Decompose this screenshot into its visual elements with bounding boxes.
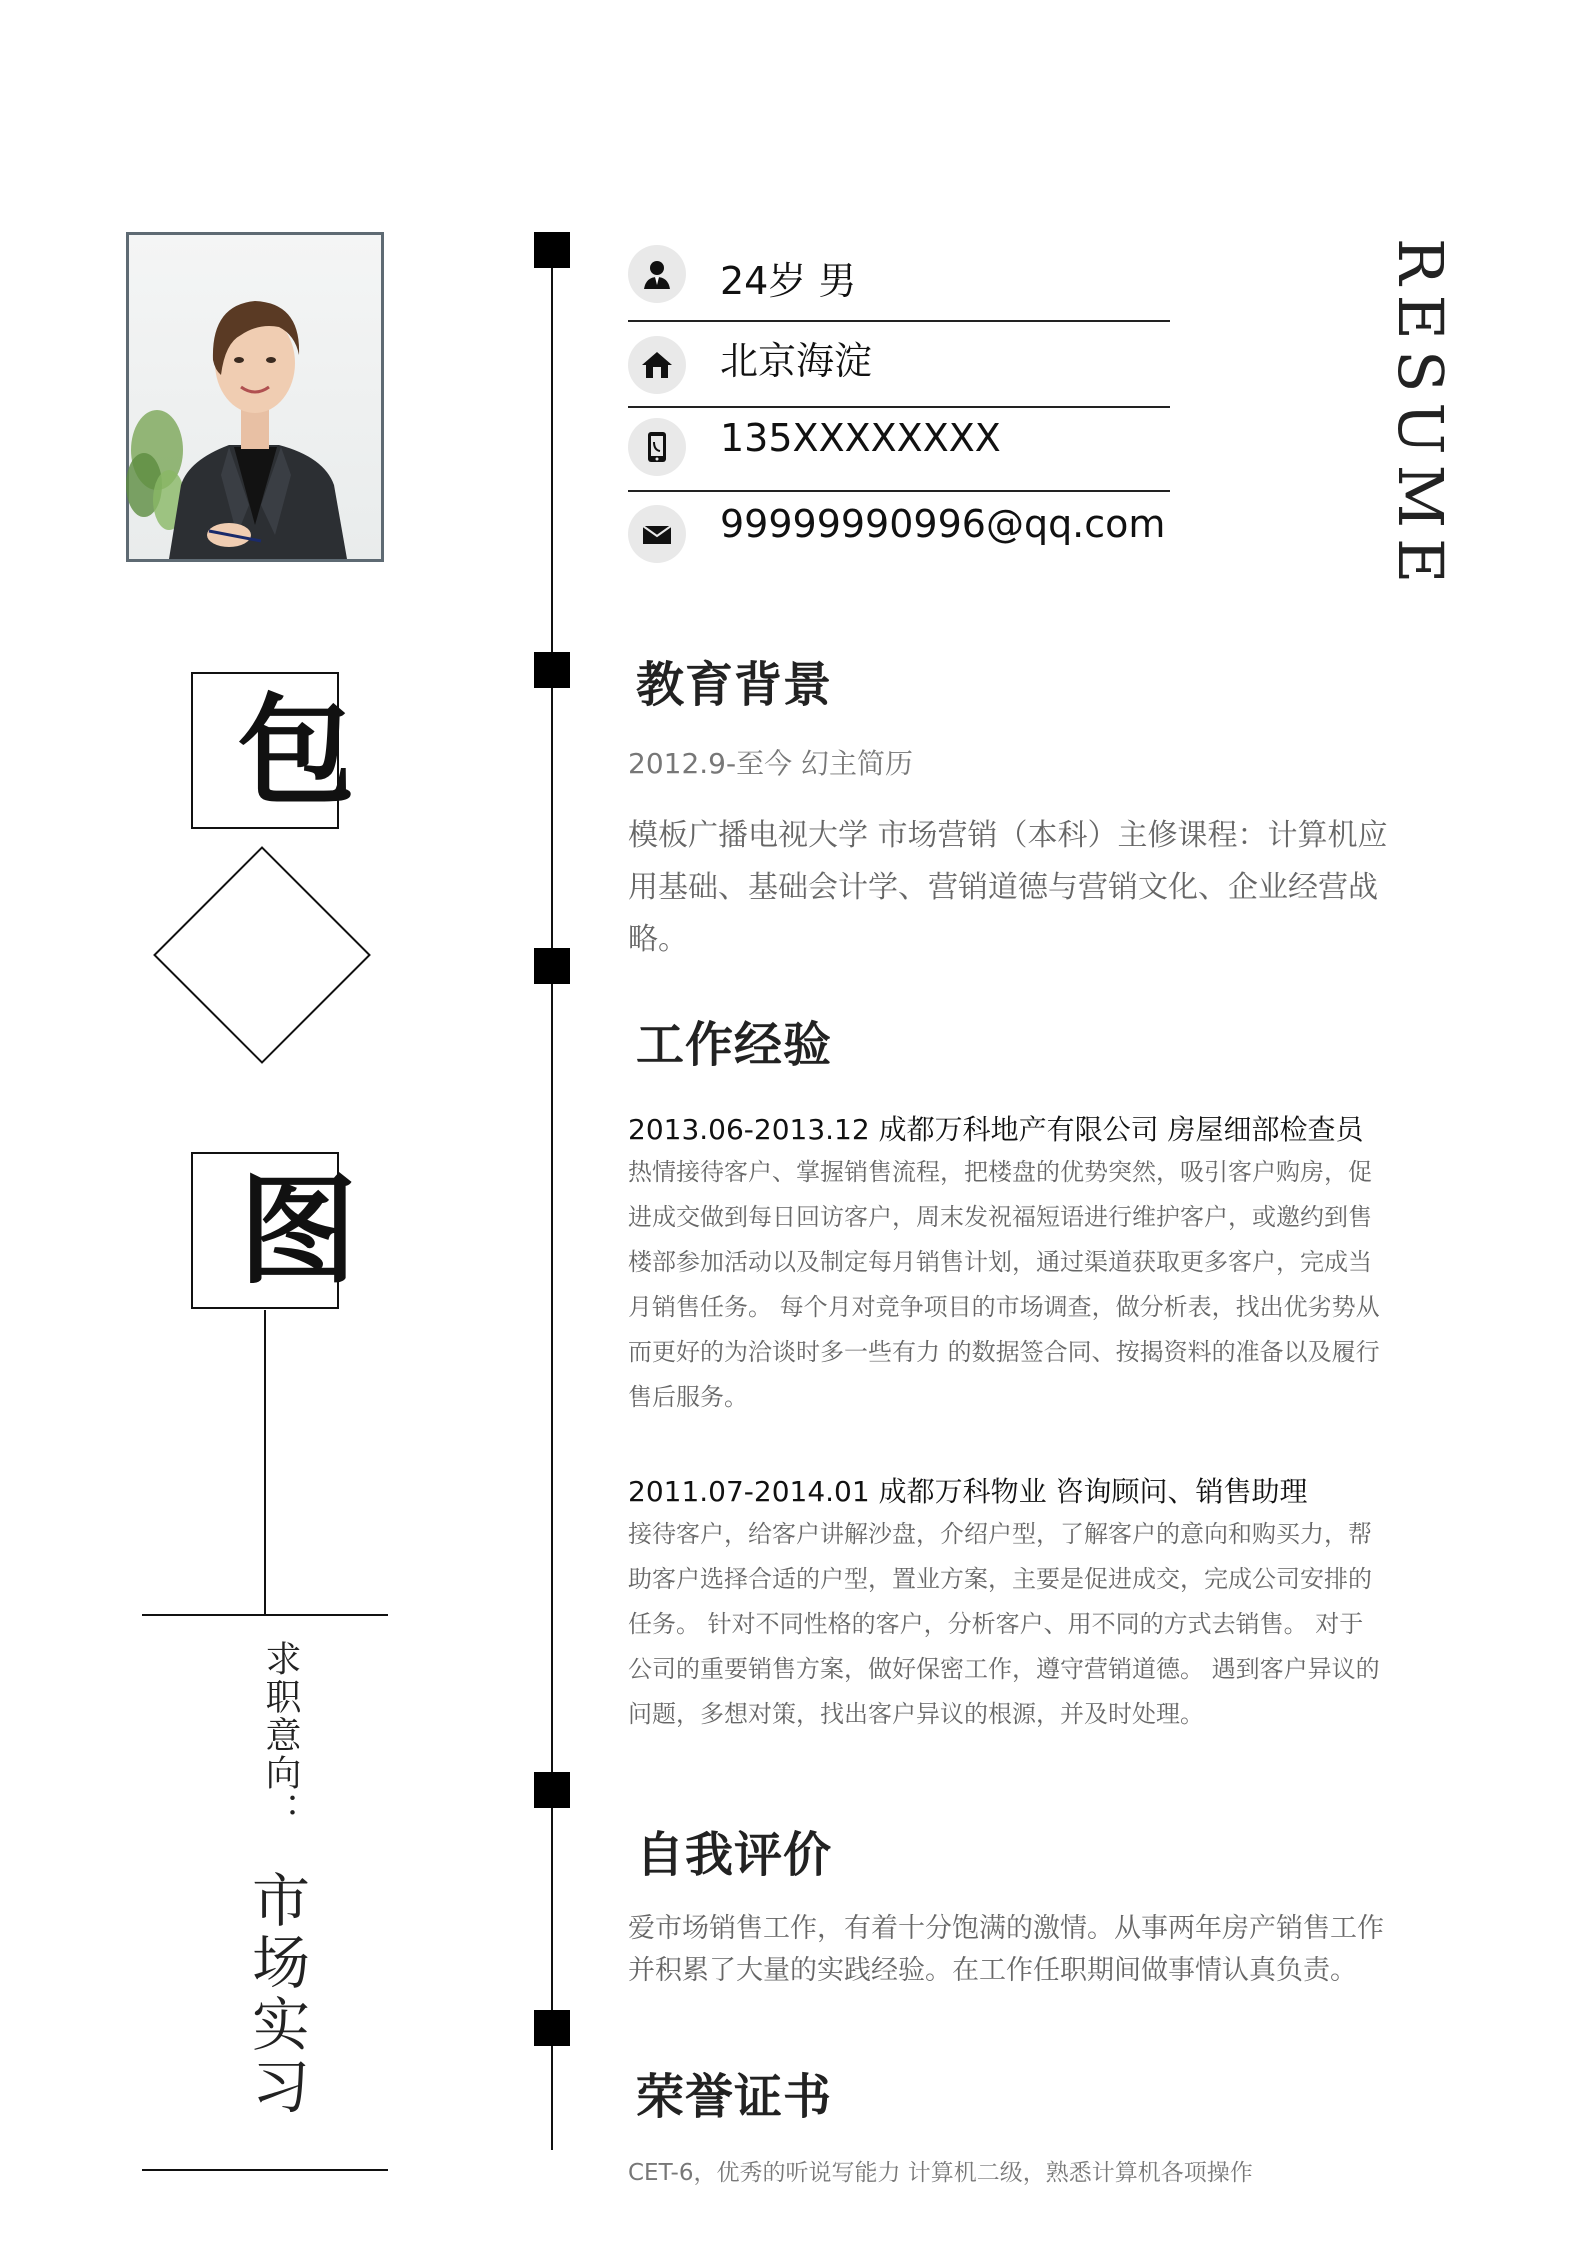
- email-icon: [628, 505, 686, 563]
- decorative-char-top: 包: [237, 681, 356, 820]
- timeline-marker: [534, 232, 570, 268]
- work-title: 工作经验: [636, 1017, 833, 1073]
- timeline-marker: [534, 1772, 570, 1808]
- decorative-char-bottom: 图: [239, 1161, 358, 1300]
- self-eval-title: 自我评价: [636, 1827, 833, 1883]
- contact-age-gender: 24岁 男: [720, 259, 857, 303]
- contact-divider: [628, 406, 1170, 408]
- timeline-line: [551, 232, 553, 2150]
- education-description: 模板广播电视大学 市场营销（本科）主修课程：计算机应用基础、基础会计学、营销道德与营销文化、企业经营战略。: [628, 818, 1388, 957]
- job-intent-value: 市场实习: [242, 1870, 310, 2118]
- decorative-diamond: [153, 846, 371, 1064]
- education-period: 2012.9-至今 幻主简历: [628, 747, 913, 780]
- contact-email: 99999990996@qq.com: [720, 502, 1166, 546]
- decorative-char-box-top: [191, 672, 356, 829]
- honors-title: 荣誉证书: [636, 2069, 833, 2125]
- home-icon: [628, 336, 686, 394]
- person-icon: [628, 245, 686, 303]
- sidebar-vertical-line: [264, 1310, 266, 1614]
- job-intent-label: 求职意向：: [260, 1640, 301, 1830]
- education-title: 教育背景: [636, 657, 833, 713]
- profile-photo: [126, 232, 384, 562]
- job-header: 2011.07-2014.01 成都万科物业 咨询顾问、销售助理: [628, 1475, 1308, 1508]
- person-photo-illustration: [129, 235, 381, 559]
- self-eval-description: 爱市场销售工作，有着十分饱满的激情。从事两年房产销售工作并积累了大量的实践经验。在工作任职期间做事情认真负责。: [628, 1913, 1384, 1986]
- contact-location: 北京海淀: [720, 339, 873, 383]
- honors-description: CET-6，优秀的听说写能力 计算机二级，熟悉计算机各项操作: [628, 2160, 1253, 2186]
- phone-icon: [628, 418, 686, 476]
- timeline-marker: [534, 2010, 570, 2046]
- timeline-marker: [534, 652, 570, 688]
- sidebar-divider-top: [142, 1614, 388, 1616]
- sidebar-divider-bottom: [142, 2169, 388, 2171]
- resume-title: RESUME: [1384, 238, 1457, 594]
- job-description: 接待客户，给客户讲解沙盘，介绍户型，了解客户的意向和购买力，帮助客户选择合适的户型，置业方案，主要是促进成交，完成公司安排的任务。 针对不同性格的客户，分析客户、用不同的方式去销售。 对于公司的重要销售方案，做好保密工作，遵守营销道德。 遇到客户异议的问题，多想对策，找出客户异议的根源，并及时处理。: [628, 1520, 1380, 1728]
- timeline-marker: [534, 948, 570, 984]
- decorative-char-box-bottom: [191, 1152, 358, 1309]
- job-description: 热情接待客户、掌握销售流程，把楼盘的优势突然，吸引客户购房，促进成交做到每日回访客户，周末发祝福短语进行维护客户，或邀约到售楼部参加活动以及制定每月销售计划，通过渠道获取更多客户，完成当月销售任务。 每个月对竞争项目的市场调查，做分析表，找出优劣势从而更好的为洽谈时多一些有力 的数据签合同、按揭资料的准备以及履行售后服务。: [628, 1158, 1380, 1411]
- contact-phone: 135XXXXXXXX: [720, 416, 1001, 460]
- contact-divider: [628, 320, 1170, 322]
- job-header: 2013.06-2013.12 成都万科地产有限公司 房屋细部检查员: [628, 1113, 1364, 1146]
- contact-divider: [628, 490, 1170, 492]
